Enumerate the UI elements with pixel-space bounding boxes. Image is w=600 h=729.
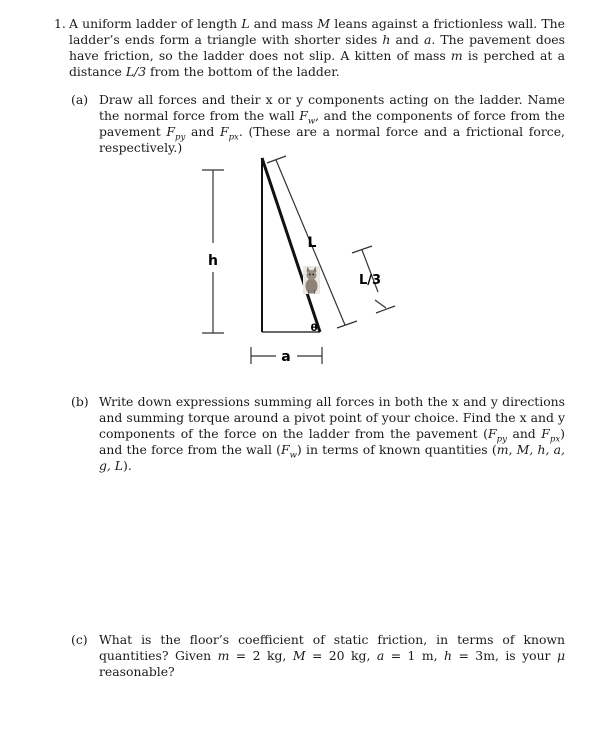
ladder-diagram [190, 150, 420, 370]
part-a: (a) Draw all forces and their x or y components acting on the ladder. Name the normal force from the wall $F_w$, and the components of force from the pavement $F_{py}$ and $F_{px}$. (These are a normal force and a frictional force, respectively.) [71, 92, 565, 155]
problem-number: 1. [54, 16, 66, 31]
label-L: L [307, 235, 317, 251]
part-a-label: (a) [71, 92, 89, 107]
kitten-image [303, 266, 320, 294]
problem-intro: A uniform ladder of length L and mass M leans against a frictionless wall. The ladder’s ends form a triangle with shorter sides h and a. The pavement does have friction, so the ladder does not slip. A kitten of mass m is perched at a distance L/3 from the bottom of the ladder. [69, 16, 566, 79]
part-c-label: (c) [71, 632, 88, 647]
label-a: a [281, 349, 291, 365]
height-dimension [202, 170, 224, 333]
part-b-label: (b) [71, 394, 89, 409]
label-theta: θ [310, 323, 318, 334]
label-h: h [208, 253, 218, 269]
label-L3: L/3 [358, 273, 382, 288]
part-b: (b) Write down expressions summing all forces in both the x and y directions and summing torque around a pivot point of your choice. Find the x and y components of the force on the ladder from the pavement ($F_{py}$ and $F_{px}$) and the force from the wall $(F_w)$ in terms of known quantities (m, M, h, a, g, L). [71, 394, 565, 473]
part-c: (c) What is the floor’s coefficient of static friction, in terms of known quantities? Given m = 2 kg, M = 20 kg, a = 1 m, h = 3m, is your μ reasonable? [71, 632, 565, 679]
